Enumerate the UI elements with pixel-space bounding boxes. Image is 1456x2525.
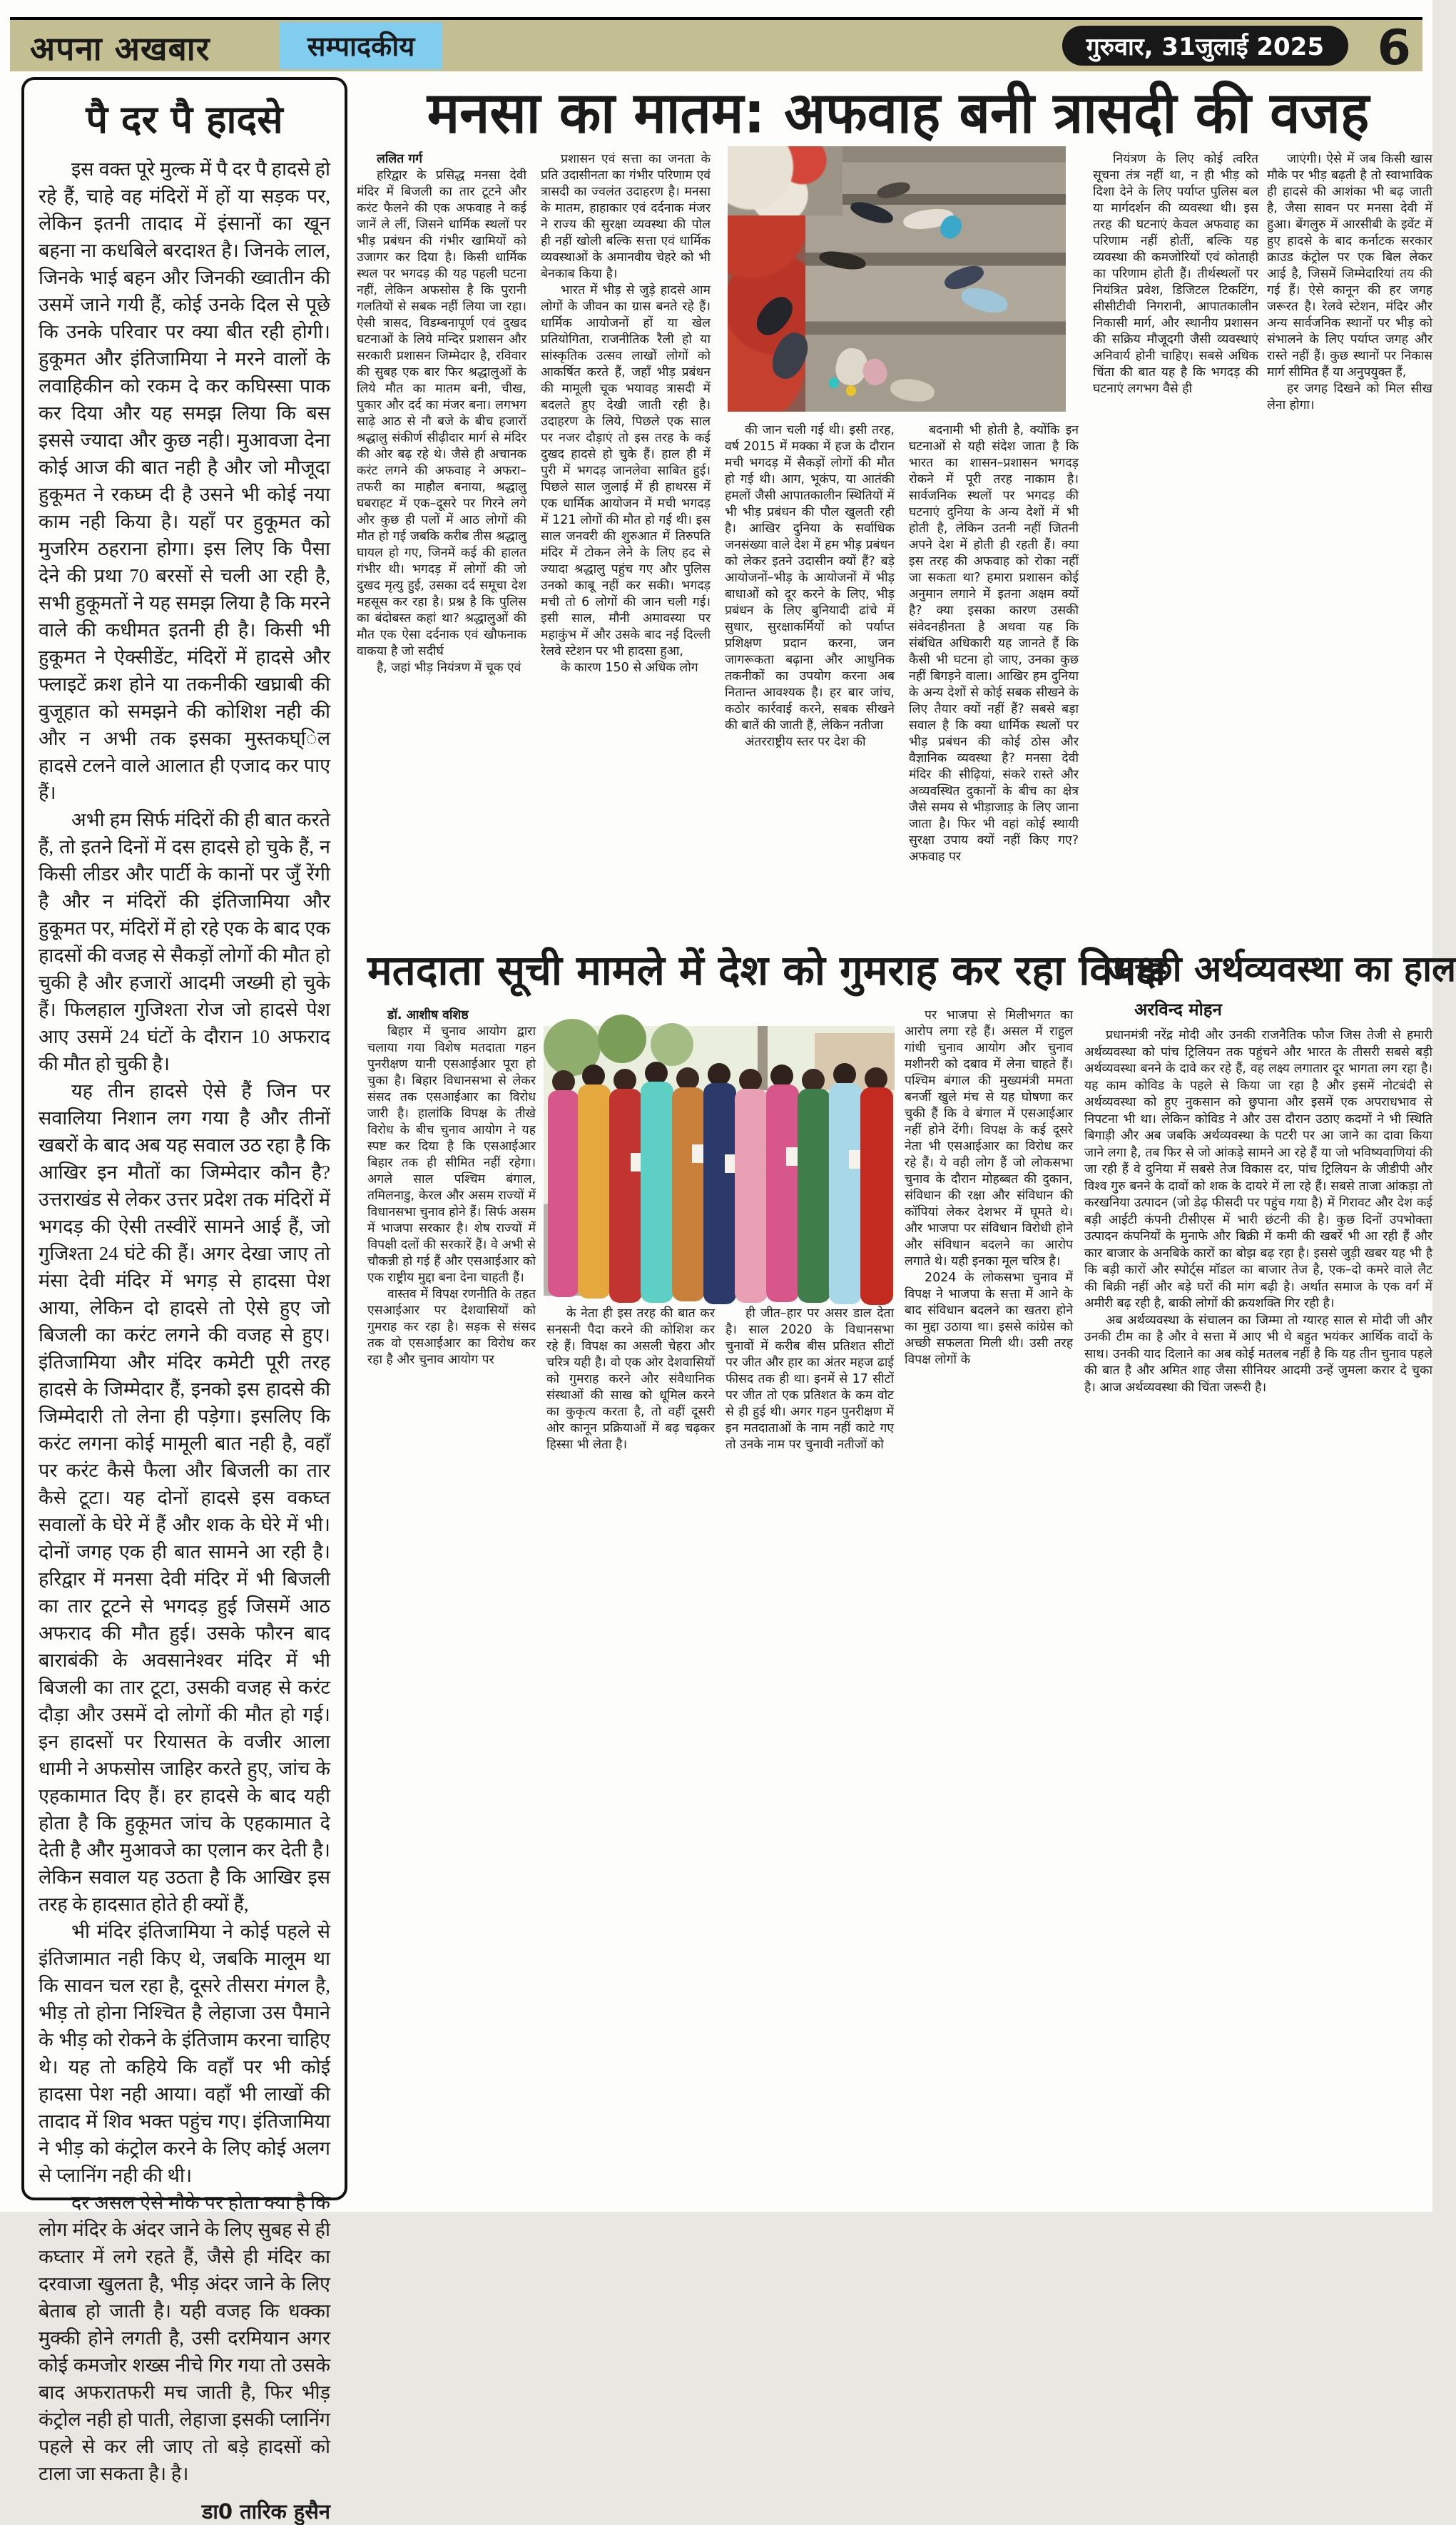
marigold-flower <box>846 385 856 396</box>
article-economy-headline: अच्छी अर्थव्यवस्था का हाल <box>1107 948 1456 990</box>
masthead-band <box>10 17 1422 76</box>
voter-column-3-text <box>726 1306 894 1453</box>
paragraph: की जान चली गई थी। इसी तरह, वर्ष 2015 में मक्का में हज के दौरान मची भगदड़ में सैकड़ों लोगों की मौत हो गई थी। आग, भूकंप, या आतंकी हमलों जैसी आपातकालीन स्थितियों में भी भीड़ प्रबंधन की पौल खुलती रही है। आखिर दुनिया के सर्वाधिक जनसंख्या वाले देश में हम भीड़ प्रबंधन को लेकर इतने उदासीन क्यों हैं? बड़े आयोजनों–भीड़ के आयोजनों में भीड़ बाधाओं को दूर करने के लिए, भीड़ प्रबंधन के लिए बुनियादी ढांचे में सुधार, सुरक्षाकर्मियों को पर्याप्त प्रशिक्षण प्रदान करना, जन जागरूकता बढ़ाना और आधुनिक तकनीकों का उपयोग करना अब नितान्त आवश्यक है। हर बार जांच, कठोर कार्रवाई करने, सबक सीखने की बातें की जाती हैं, लेकिन नतीजा <box>725 423 895 733</box>
paragraph: नियंत्रण के लिए कोई त्वरित सूचना तंत्र नहीं था, न ही भीड़ को दिशा देने के लिए पर्याप्त पुलिस बल या मार्गदर्शन की व्यवस्था थी। इस तरह की घटनाएं केवल अफवाह का परिणाम नहीं होतीं, बल्कि यह व्यवस्था की कमजोरियों एवं कोताही का परिणाम होती हैं। तीर्थस्थलों पर नियंत्रित प्रवेश, डिजिटल टिकटिंग, सीसीटीवी निगरानी, आपातकालीन निकासी मार्ग, और स्थानीय प्रशासन की सक्रिय मौजूदगी जैसी व्यवस्थाएं अनिवार्य होनी चाहिए। सबसे अधिक चिंता की बात यह है कि भगदड़ की घटनाएं लगभग वैसे ही <box>1093 152 1258 396</box>
paragraph: वास्तव में विपक्ष रणनीति के तहत एसआईआर पर देशवासियों को गुमराह कर रहा है। सड़क से संसद तक वो एसआईआर का विरोध कर रहा है और चुनाव आयोग पर <box>367 1287 536 1367</box>
paragraph: प्रधानमंत्री नरेंद्र मोदी और उनकी राजनैतिक फौज जिस तेजी से हमारी अर्थव्यवस्था को पांच ट्रिलियन तक पहुंचने और भारत के तीसरी सबसे बड़ी अर्थव्यवस्था बनने के दावे कर रहे हैं, वह लक्ष्य लगातार दूर भागता लग रहा है। यह काम कोविड के पहले से किया जा रहा है और इसमें नोटबंदी से अर्थव्यवस्था को हुए नुकसान को छुपाना और इसमें एक अपराधभाव से निपटना भी था। लेकिन कोविड ने और उस दौरान उठाए कदमों ने भी स्थिति बिगाड़ी और अब जबकि अर्थव्यवस्था के पटरी पर आ जाने का दावा किया जाने लगा है, तब फिर से जो आंकड़े सामने आ रहे हैं या जो भविष्यवाणियां की जा रही हैं वे दुनिया में सबसे तेज विकास दर, पांच ट्रिलियन के जीडीपी और विश्व गुरु बनने के दावों को शक के दायरे में ला रहे हैं। सबसे ताजा आंकड़ा तो करखनिया उत्पादन (जो डेढ़ फीसदी पर पहुंच गया है) में गिरावट और देश कई बड़ी आईटी कंपनी टीसीएस में भारी छंटनी की है। कुछ दिनों उपभोक्ता उत्पादन कंपनियों के मुनाफे और बिक्री में कमी की खबरें भी आ रही हैं और कार बाजार के अनबिके कारों का बोझ बढ़ रहा है। इससे जुड़ी खबर यह भी है कि बड़ी कारों और स्पोर्ट्स मॉडल का बाजार तेज है, एक–दो कमरे वाले लैट की बिक्री नहीं और बड़े घरों की मांग बढ़ी है। अर्थात समाज के एक वर्ग में अमीरी बढ़ रही है, बाकी लोगों की क्रयशक्ति गिर रही है। <box>1084 1028 1432 1311</box>
mansa-column-2-text <box>541 151 711 676</box>
paragraph: दर असल ऐसे मौके पर होता क्या है कि लोग मंदिर के अंदर जाने के लिए सुबह से ही कघ्तार में लगे रहते हैं, जैसे ही मंदिर का दरवाजा खुलता है, भीड़ अंदर जाने के लिए बेताब हो जाती है। यही वजह कि धक्का मुक्की होने लगती है, उसी दरमियान अगर कोई कमजोर शख्स नीचे गिर गया तो उसके बाद अफरातफरी मच जाती है, फिर भीड़ कंट्रोल नही हो पाती, लेहाजा इसकी प्लानिंग पहले से कर ली जाए तो बड़े हादसों को टाला जा सकता है। है। <box>39 2192 330 2484</box>
paragraph: अंतरराष्ट्रीय स्तर पर देश की <box>745 735 866 749</box>
slipper-grey <box>875 180 911 201</box>
slipper-dark <box>848 198 895 227</box>
voter-column-2-text <box>546 1306 715 1453</box>
mansa-column-1-text <box>357 168 526 676</box>
mansa-column-3-text <box>725 422 895 751</box>
paragraph: के नेता ही इस तरह की बात कर सनसनी पैदा करने की कोशिश कर रहे हैं। विपक्ष का असली चेहरा और चरित्र यही है। वो एक ओर देशवासियों को गुमराह करने और संवैधानिक संस्थाओं की साख को धूमिल करने का कुकृत्य करता है, तो वहीं दूसरी ओर कानून प्रक्रियाओं में बढ़ चढ़कर हिस्सा भी लेता है। <box>546 1306 715 1452</box>
paragraph: भी मंदिर इंतिजामिया ने कोई पहले से इंतिजामात नही किए थे, जबकि मालूम था कि सावन चल रहा है, दूसरे तीसरा मंगल है, भीड़ तो होना निश्चित है लेहाजा उस पैमाने के भीड़ को रोकने के इंतिजाम करना चाहिए थे। यह तो कहिये कि वहाँ पर भी कोई हादसा पेश नही आया। वहाँ भी लाखों की तादाद में शिव भक्त पहुंच गए। इंतिजामिया ने भीड़ को कंट्रोल करने के लिए कोई अलग से प्लानिंग नही की थी। <box>39 1921 330 2186</box>
article-mansa-headline: मनसा का मातम: अफवाह बनी त्रासदी की वजह <box>427 78 1370 146</box>
voter-column-4-text <box>905 1007 1073 1368</box>
date-pill <box>1062 26 1348 66</box>
slipper-black <box>818 248 867 272</box>
mansa-column-5-text <box>1093 151 1258 397</box>
mansa-column-2 <box>541 151 711 936</box>
mansa-column-4-text <box>909 422 1079 865</box>
paragraph: के कारण 150 से अधिक लोग <box>561 661 698 675</box>
voter-column-1 <box>367 1007 536 2192</box>
section-label: सम्पादकीय <box>307 31 415 62</box>
paragraph: अब अर्थव्यवस्था के संचालन का जिम्मा तो ग्यारह साल से मोदी जी और उनकी टीम का है और वे सत्ता में आए भी थे बहुत भयंकर आर्थिक वादों के साथ। उनकी याद दिलाने का अब कोई मतलब नहीं है कि यह तीन चुनाव पहले की बात है और अमित शाह जैसा सीनियर आदमी उन्हें जुमला करार दे चुका है। आज अर्थव्यवस्था की चिंता जरूरी है। <box>1084 1313 1432 1395</box>
article-accidents-body <box>39 156 330 2487</box>
mansa-column-6-text <box>1267 151 1432 414</box>
paragraph: भारत में भीड़ से जुड़े हादसे आम लोगों के जीवन का ग्रास बनते रहे हैं। धार्मिक आयोजनों हों या खेल प्रतियोगिता, राजनीतिक रैली हो या सांस्कृतिक उत्सव लाखों लोगों को आकर्षित करते हैं, जहाँ भीड़ प्रबंधन की मामूली चूक भयावह त्रासदी में बदलते हुए देखी जाती रही है। उदाहरण के लिये, पिछले एक साल पर नजर दौड़ाएं तो इस तरह के कई दुखद हादसे हो चुके हैं। हाल ही में पुरी में भगदड़ जानलेवा साबित हुई। पिछले साल जुलाई में ही हाथरस में एक धार्मिक आयोजन में मची भगदड़ में 121 लोगों की मौत हो गई थी। इस साल जनवरी की शुरुआत में तिरुपति मंदिर में टोकन लेने के लिए हद से ज्यादा श्रद्धालु पहुंच गए और पुलिस उनको काबू नहीं कर सकी। भगदड़ मची तो 6 लोगों की जान चली गई। इसी साल, मौनी अमावस्या पर महाकुंभ में और उसके बाद नई दिल्ली रेलवे स्टेशन पर भी हादसा हुआ, <box>541 283 711 659</box>
article-voter-headline: मतदाता सूची मामले में देश को गुमराह कर रहा विपक्ष <box>367 946 1166 995</box>
article-accidents-box <box>21 77 347 2524</box>
paragraph: हर जगह दिखने को मिल सीख लेना होगा। <box>1267 382 1432 412</box>
voter-column-2 <box>546 1306 715 2192</box>
teal-object <box>829 377 839 388</box>
paragraph: 2024 के लोकसभा चुनाव में विपक्ष ने भाजपा के सत्ता में आने के बाद संविधान बदलने का खतरा होने का मुद्दा उठाया था। इससे कांग्रेस को अच्छी सफलता मिली थी। उसी तरह विपक्ष लोगों के <box>905 1271 1073 1367</box>
article-economy-body <box>1084 1027 1432 2192</box>
paragraph: यह तीन हादसे ऐसे हैं जिन पर सवालिया निशान लग गया है और तीनों खबरों के बाद अब यह सवाल उठ रहा है कि आखिर इन मौतों का जिम्मेदार कौन है? उत्तराखंड से लेकर उत्तर प्रदेश तक मंदिरों में भगदड़ की ऐसी तस्वीरें सामने आई हैं, जो गुजिश्ता 24 घंटे की हैं। अगर देखा जाए तो मंसा देवी मंदिर में भगड़ से हादसा पेश आया, लेकिन दो हादसे तो ऐसे हुए जो बिजली का करंट लगने की वजह से हुए। इंतिजामिया और मंदिर कमेटी पूरी तरह हादसे के जिम्मेदार हैं, इनको इस हादसे की जिम्मेदारी तो लेना ही पड़ेगा। इसलिए कि करंट लगना कोई मामूली बात नही है, वहाँ पर करंट कैसे फैला और बिजली का तार कैसे टूटा। यह दोनों हादसे इस वकघ्त सवालों के घेरे में हैं और शक के घेरे में भी। दोनों जगह एक ही बात सामने आ रही है।हरिद्वार में मनसा देवी मंदिर में भी बिजली का तार टूटने से भगदड़ हुई जिसमें आठ अफराद की मौत हुई। उसके फौरन बाद बाराबंकी के अवसानेश्वर मंदिर में भी बिजली का तार टूटा, उसकी वजह से करंट दौड़ा और उसमें दो लोगों की मौत हो गई। इन हादसों पर रियासत के वजीर आला धामी ने अफसोस जाहिर करते हुए, जांच के एहकामात दिए हैं। हर हादसे के बाद यही होता है कि हुकूमत जांच के एहकामात दे देती है और मुआवजे का एलान कर देती है। लेकिन सवाल यह उठता है कि आखिर इस तरह के हादसात होते ही क्यों हैं, <box>39 1080 330 1915</box>
women-voters-queue-photo <box>544 1026 895 1296</box>
paper-name: अपना अखबार <box>30 29 210 68</box>
article-economy-byline: अरविन्द मोहन <box>1134 1000 1222 1020</box>
paragraph: बिहार में चुनाव आयोग द्वारा चलाया गया विशेष मतदाता गहन पुनरीक्षण यानी एसआईआर पूरा हो चुका है। बिहार विधानसभा से लेकर संसद तक एसआईआर का विरोध जारी है। हालांकि विपक्ष के तीखे विरोध के बीच चुनाव आयोग ने यह स्पष्ट कर दिया है कि एसआईआर बिहार तक ही सीमित नहीं रहेगा। अगले साल पश्चिम बंगाल, तमिलनाडु, केरल और असम राज्यों में विधानसभा चुनाव होने हैं। सिर्फ असम में भाजपा सरकार है। शेष राज्यों में विपक्षी दलों की सरकारें हैं। वे अभी से चौकन्नी हो गई हैं और एसआईआर को एक राष्ट्रीय मुद्दा बना देना चाहती हैं। <box>367 1025 536 1285</box>
paragraph: है, जहां भीड़ नियंत्रण में चूक एवं <box>377 661 521 675</box>
flipflop-white <box>889 377 935 404</box>
paragraph: प्रशासन एवं सत्ता का जनता के प्रति उदासीनता का गंभीर परिणाम एवं त्रासदी का ज्वलंत उदाहरण है। मनसा के मातम, हाहाकार एवं दर्दनाक मंजर ने राज्य की सुरक्षा व्यवस्था की पोल ही नहीं खोली बल्कि सत्ता एवं धार्मिक व्यवस्थाओं के अमानवीय चेहरे को भी बेनकाब किया है। <box>541 152 711 281</box>
mansa-column-4 <box>909 422 1079 936</box>
page-number: 6 <box>1377 20 1411 76</box>
mansa-column-5 <box>1093 151 1258 936</box>
paragraph: इस वक्त पूरे मुल्क में पै दर पै हादसे हो रहे हैं, चाहे वह मंदिरों में हों या सड़क पर, लेकिन इतनी तादाद में इंसानों का खून बहना ना कधबिले बरदाश्त है। जिनके लाल, जिनके भाई बहन और जिनकी ख्वातीन की उसमें जाने गयी हैं, कोई उनके दिल से पूछे कि उनके परिवार पर क्या बीत रही होगी। हुकूमत और इंतिजामिया ने मरने वालों के लवाहिकीन को रकम दे कर कघिस्सा पाक कर दिया और यह समझ लिया कि बस इससे ज्यादा और कुछ नही। मुआवजा देना कोई आज की बात नही है और जो मौजूदा हुकूमत ने रकघ्म दी है उसने भी कोई नया काम नही किया है। यहाँ पर हुकूमत को मुजरिम ठहराना होगा। इस लिए कि पैसा देने की प्रथा 70 बरसों से चली आ रही है, सभी हुकूमतों ने यह समझ लिया है कि मरने वाले की कधीमत इतनी ही है। किसी भी हुकूमत ने ऐक्सीडेंट, मंदिरों में हादसे और फ्लाइटें क्रश होने या तकनीकी खघ्राबी की वुजूहात को समझने की कोशिश नही की और न अभी तक इसका मुस्तकघ्िल हादसे टलने वाले आलात ही एजाद कर पाए हैं। <box>39 158 330 803</box>
article-accidents-author: डा0 तारिक हुसैन <box>201 2499 330 2524</box>
mansa-column-1 <box>357 151 526 936</box>
mansa-column-3 <box>725 422 895 936</box>
article-mansa-byline: ललित गर्ग <box>377 152 423 166</box>
voter-column-4 <box>905 1007 1073 2192</box>
paragraph: जाएंगी। ऐसे में जब किसी खास मौके पर भीड़ बढ़ती है तो स्वाभाविक ही हादसे की आशंका भी बढ़ जाती है, जैसा सावन पर मनसा देवी में हुआ। बेंगलुरु में आरसीबी के इवेंट में हुए हादसे के बाद कर्नाटक सरकार क्राउड कंट्रोल पर एक बिल लेकर आई है, जिसमें जिम्मेदारियां तय की गई हैं। ऐसे कानून की हर जगह जरूरत है। रेलवे स्टेशन, मंदिर और अन्य सार्वजनिक स्थानों पर भीड़ को संभालने के लिए पर्याप्त जगह और रास्ते नहीं हैं। कुछ स्थानों पर निकास मार्ग सीमित हैं या अनुपयुक्त हैं, <box>1267 152 1432 380</box>
article-voter-byline: डॉ. आशीष वशिष्ठ <box>387 1008 469 1022</box>
date-text: गुरुवार, 31जुलाई 2025 <box>1086 33 1324 61</box>
paragraph: बदनामी भी होती है, क्योंकि इन घटनाओं से यही संदेश जाता है कि भारत का शासन–प्रशासन भगदड़ रोकने में पूरी तरह नाकाम है। सार्वजनिक स्थलों पर भगदड़ की घटनाएं दुनिया के अन्य देशों में भी होती है, लेकिन उतनी नहीं जितनी अपने देश में होती ही रहती हैं। क्या इस तरह की अफवाह को रोका नहीं जा सकता था? हमारा प्रशासन कोई अनुमान लगाने में इतना अक्षम क्यों है? क्या इसका कारण उसकी संवेदनहीनता है अथवा यह कि संबंधित अधिकारी यह जानते हैं कि कैसी भी घटना हो जाए, उनका कुछ नहीं बिगड़ने वाला। आखिर हम दुनिया के अन्य देशों से कोई सबक सीखने के लिए तैयार क्यों नहीं हैं? सबसे बड़ा सवाल है कि क्या धार्मिक स्थलों पर भीड़ प्रबंधन की कोई ठोस और वैज्ञानिक व्यवस्था है? मनसा देवी मंदिर की सीढ़ियां, संकरे रास्ते और अव्यवस्थित दुकानों के बीच का क्षेत्र जैसे समय से भीड़ाजाड़ के लिए जाना जाता है। फिर भी वहां कोई स्थायी सुरक्षा उपाय क्यों नहीं किए गए? अफवाह पर <box>909 423 1079 864</box>
voter-column-1-text <box>367 1024 536 1368</box>
mansa-column-6 <box>1267 151 1432 936</box>
stampede-aftermath-steps-photo <box>728 146 1066 412</box>
voter-column-3 <box>726 1306 894 2192</box>
paragraph: हरिद्वार के प्रसिद्ध मनसा देवी मंदिर में बिजली का तार टूटने और करंट फैलने की एक अफवाह ने कई जानें ले लीं, जिसने धार्मिक स्थलों पर भीड़ प्रबंधन की गंभीर खामियों को उजागर कर दिया है। किसी धार्मिक स्थल पर भगदड़ की यह पहली घटना नहीं, लेकिन अफसोस है कि पुरानी गलतियों से सबक नहीं लिया जा रहा। ऐसी त्रासद, विडम्बनापूर्ण एवं दुखद घटनाओं के लिये मन्दिर प्रशासन और सरकारी प्रशासन जिम्मेदार है, रविवार की सुबह एक बार फिर श्रद्धालुओं के लिये मौत का मातम बनी, चीख, पुकार और दर्द का मंजर बना। लगभग साढ़े आठ से नौ बजे के बीच हजारों श्रद्धालु संकीर्ण सीढ़ीदार मार्ग से मंदिर की ओर बढ़ रहे थे। जैसे ही अचानक करंट लगने की अफवाह ने अफरा–तफरी का माहौल बनाया, श्रद्धालु घबराहट में एक–दूसरे पर गिरने लगे और कुछ ही पलों में आठ लोगों की मौत हो गई जबकि करीब तीस श्रद्धालु घायल हो गए, जिनमें कई की हालत गंभीर थी। भगदड़ में लोगों की जो दुखद मृत्यु हुई, उसका दर्द समूचा देश महसूस कर रहा है। प्रश्न है कि पुलिस का बंदोबस्त कहां था? श्रद्धालुओं की मौत एक ऐसा दर्दनाक एवं खौफनाक वाकया है जो सदीर्घ <box>357 168 526 659</box>
cloth-debris <box>728 146 842 215</box>
section-label-box <box>280 22 442 69</box>
voters-queue-illustration <box>544 1026 895 1296</box>
paragraph: अभी हम सिर्फ मंदिरों की ही बात करते हैं, तो इतने दिनों में दस हादसे हो चुके हैं, न किसी लीडर और पार्टी के कानों पर जुँ रेंगी है और न मंदिरों की इंतिजामिया और हुकूमत पर, मंदिरों में हो रहे एक के बाद एक हादसों की वजह से सैकड़ों लोगों की मौत हो चुकी है और हजारों आदमी जख्मी हो चुके हैं। फिलहाल गुजिश्ता रोज जो हादसे पेश आए उसमें 24 घंटों के दौरान 10 अफराद की मौत हो चुकी है। <box>39 809 330 1074</box>
flipflop-blue <box>959 284 1010 317</box>
paragraph: ही जीत–हार पर असर डाल देता है। साल 2020 के विधानसभा चुनावों में करीब बीस प्रतिशत सीटों पर जीत और हार का अंतर महज ढाई फीसद तक ही था। इनमें से 17 सीटों पर जीत तो एक प्रतिशत के कम वोट से ही हुई थी। अगर गहन पुनरीक्षण में इन मतदाताओं के नाम नहीं काटे गए तो उनके नाम पर चुनावी नतीजों को <box>726 1306 894 1452</box>
article-accidents-headline: पै दर पै हादसे <box>86 97 283 142</box>
paragraph: पर भाजपा से मिलीभगत का आरोप लगा रहे हैं। असल में राहुल गांधी चुनाव आयोग और चुनाव मशीनरी को दबाव में लेना चाहते हैं। पश्चिम बंगाल की मुख्यमंत्री ममता बनर्जी खुले मंच से यह घोषणा कर चुकी हैं कि वे बंगाल में एसआईआर नहीं होने देंगी। विपक्ष के कई दूसरे नेता भी एसआईआर का विरोध कर रहे हैं। ये वही लोग हैं जो लोकसभा चुनाव के दौरान मोहब्बत की दुकान, संविधान की रक्षा और संविधान की कॉपियां लेकर देशभर में घूमते थे। और भाजपा पर संविधान विरोधी होने और संविधान बदलने का आरोप लगाते थे। यही इनका मूल चरित्र है। <box>905 1008 1073 1269</box>
